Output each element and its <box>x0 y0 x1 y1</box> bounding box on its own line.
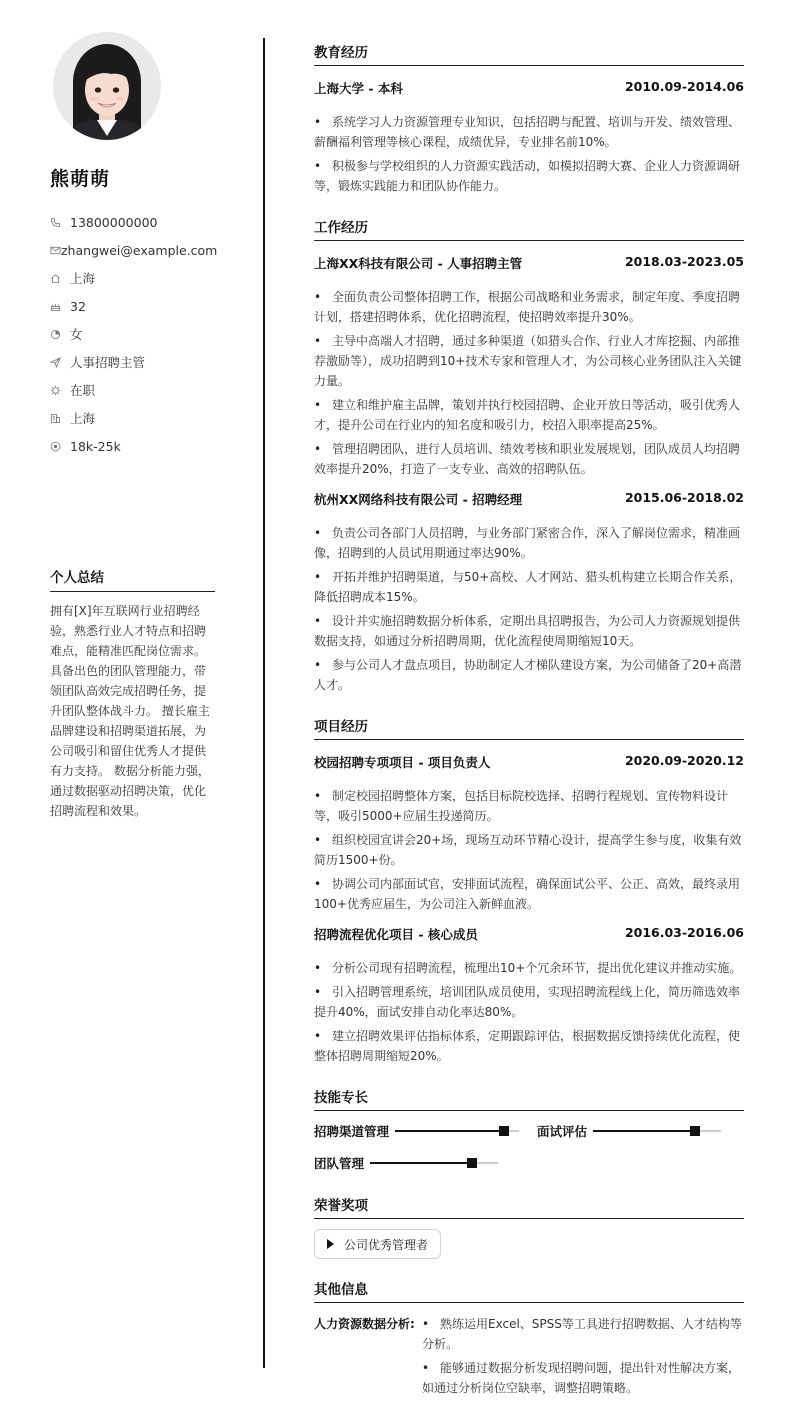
skill-bar-fill <box>395 1130 504 1132</box>
contact-salary <box>50 432 215 460</box>
work-entry <box>314 254 744 483</box>
skill-bar <box>370 1162 498 1164</box>
skill-bar-knob <box>690 1126 700 1136</box>
contact-text: 13800000000 <box>70 214 158 230</box>
contact-list <box>50 208 218 460</box>
entry-title: 上海大学 - 本科 <box>314 81 403 96</box>
contact-text: 18k-25k <box>70 438 121 454</box>
contact-text: 上海 <box>70 271 96 286</box>
skill-item <box>314 1156 744 1170</box>
contact-status <box>50 376 215 404</box>
awards-section <box>314 1194 744 1219</box>
entry-title: 校园招聘专项项目 - 项目负责人 <box>314 755 491 770</box>
bullet-item: • 设计并实施招聘数据分析体系，定期出具招聘报告，为公司人力资源规划提供数据支持，如通过分析招聘周期，优化流程使周期缩短10天。 <box>314 611 744 651</box>
bullet-item: • 引入招聘管理系统，培训团队成员使用，实现招聘流程线上化，简历筛选效率提升40%，面试安排自动化率达80%。 <box>314 982 744 1022</box>
sidebar <box>50 32 218 460</box>
bullet-item: • 负责公司各部门人员招聘，与业务部门紧密合作，深入了解岗位需求，精准画像，招聘到的人员试用期通过率达90%。 <box>314 523 744 563</box>
entry-header <box>314 490 744 508</box>
skill-bar-fill <box>593 1130 695 1132</box>
gender-icon <box>50 329 70 340</box>
contact-text: 人事招聘主管 <box>70 355 146 370</box>
bullet-item: • 全面负责公司整体招聘工作，根据公司战略和业务需求，制定年度、季度招聘计划，搭建招聘体系，优化招聘流程，使招聘效率提升30%。 <box>314 287 744 327</box>
bullet-list <box>314 287 744 479</box>
entry-title: 上海XX科技有限公司 - 人事招聘主管 <box>314 256 523 271</box>
bullet-item: • 管理招聘团队，进行人员培训、绩效考核和职业发展规划，团队成员人均招聘效率提升20%，打造了一支专业、高效的招聘队伍。 <box>314 439 744 479</box>
contact-gender <box>50 320 215 348</box>
bullet-item: • 协调公司内部面试官，安排面试流程，确保面试公平、公正、高效，最终录用100+优秀应届生，为公司注入新鲜血液。 <box>314 874 744 914</box>
bullet-item: • 开拓并维护招聘渠道，与50+高校、人才网站、猎头机构建立长期合作关系，降低招聘成本15%。 <box>314 567 744 607</box>
summary-text: 拥有[X]年互联网行业招聘经验，熟悉行业人才特点和招聘难点，能精准匹配岗位需求。具备出色的团队管理能力，带领团队高效完成招聘任务，提升团队整体战斗力。 擅长雇主品牌建设和招聘渠道拓展，为公司吸引和留住优秀人才提供有力支持。 数据分析能力强，通过数据驱动招聘决策，优化招聘流程和效果。 <box>50 604 210 818</box>
bullet-item: • 能够通过数据分析发现招聘问题，提出针对性解决方案，如通过分析岗位空缺率，调整招聘策略。 <box>422 1358 744 1398</box>
avatar <box>53 32 161 140</box>
bullet-item: • 系统学习人力资源管理专业知识，包括招聘与配置、培训与开发、绩效管理、薪酬福利管理等核心课程，成绩优异，专业排名前10%。 <box>314 112 744 152</box>
phone-icon <box>50 217 70 228</box>
contact-text: 上海 <box>70 411 96 426</box>
status-icon <box>50 385 70 396</box>
contact-text: 女 <box>70 327 83 342</box>
building-icon <box>50 413 70 424</box>
section-heading: 其他信息 <box>314 1278 744 1303</box>
entry-title: 杭州XX网络科技有限公司 - 招聘经理 <box>314 492 523 507</box>
skills-section <box>314 1086 744 1111</box>
home-icon <box>50 273 70 284</box>
salary-icon <box>50 441 70 452</box>
entry-header <box>314 79 744 97</box>
bullet-item: • 分析公司现有招聘流程，梳理出10+个冗余环节，提出优化建议并推动实施。 <box>314 958 744 978</box>
contact-text: 在职 <box>70 383 96 398</box>
mail-icon <box>50 245 61 256</box>
award-chip[interactable] <box>314 1229 441 1259</box>
other-bullets <box>422 1314 744 1402</box>
skills-row <box>314 1156 744 1170</box>
summary-heading: 个人总结 <box>50 566 215 592</box>
bullet-item: • 建立和维护雇主品牌，策划并执行校园招聘、企业开放日等活动，吸引优秀人才，提升公司在行业内的知名度和吸引力，校招入职率提高25%。 <box>314 395 744 435</box>
bullet-list <box>314 112 744 196</box>
skill-label: 团队管理 <box>314 1156 365 1171</box>
awards-list <box>314 1229 744 1259</box>
projects-section <box>314 715 744 740</box>
bullet-list <box>314 958 744 1066</box>
entry-date: 2015.06-2018.02 <box>624 490 744 505</box>
skill-item <box>314 1124 744 1138</box>
column-divider <box>263 38 265 1368</box>
bullet-list <box>314 786 744 914</box>
contact-text: 32 <box>70 298 86 314</box>
skill-bar-knob <box>467 1158 477 1168</box>
skills-row <box>314 1124 744 1138</box>
entry-header <box>314 254 744 272</box>
project-entry <box>314 753 744 918</box>
section-heading: 项目经历 <box>314 715 744 740</box>
entry-date: 2010.09-2014.06 <box>624 79 744 94</box>
contact-phone <box>50 208 215 236</box>
bullet-item: • 制定校园招聘整体方案，包括目标院校选择、招聘行程规划、宣传物料设计等，吸引5000+应届生投递简历。 <box>314 786 744 826</box>
skill-bar <box>395 1130 519 1132</box>
bullet-item: • 主导中高端人才招聘，通过多种渠道（如猎头合作、行业人才库挖掘、内部推荐激励等），成功招聘到10+技术专家和管理人才，为公司核心业务团队注入关键力量。 <box>314 331 744 391</box>
bullet-item: • 参与公司人才盘点项目，协助制定人才梯队建设方案，为公司储备了20+高潜人才。 <box>314 655 744 695</box>
bullet-item: • 建立招聘效果评估指标体系，定期跟踪评估，根据数据反馈持续优化流程，使整体招聘周期缩短20%。 <box>314 1026 744 1066</box>
entry-date: 2020.09-2020.12 <box>624 753 744 768</box>
contact-email <box>50 236 218 264</box>
project-entry <box>314 925 744 1070</box>
bullet-item: • 熟练运用Excel、SPSS等工具进行招聘数据、人才结构等分析。 <box>422 1314 744 1354</box>
contact-location <box>50 264 215 292</box>
entry-header <box>314 925 744 943</box>
entry-date: 2016.03-2016.06 <box>624 925 744 940</box>
section-heading: 荣誉奖项 <box>314 1194 744 1219</box>
play-triangle-icon <box>327 1239 334 1249</box>
skill-bar-knob <box>499 1126 509 1136</box>
section-heading: 工作经历 <box>314 216 744 241</box>
candidate-name: 熊萌萌 <box>50 168 111 190</box>
contact-position <box>50 348 215 376</box>
skill-bar-fill <box>370 1162 472 1164</box>
skill-bar <box>593 1130 721 1132</box>
contact-text: zhangwei@example.com <box>61 242 218 258</box>
award-label: 公司优秀管理者 <box>344 1237 429 1252</box>
entry-header <box>314 753 744 771</box>
entry-date: 2018.03-2023.05 <box>624 254 744 269</box>
work-entry <box>314 490 744 699</box>
education-section <box>314 41 744 66</box>
bullet-list <box>422 1314 744 1398</box>
contact-age <box>50 292 215 320</box>
skill-label: 招聘渠道管理 <box>314 1124 390 1139</box>
education-entry <box>314 79 744 200</box>
skill-label: 面试评估 <box>537 1124 588 1139</box>
send-icon <box>50 357 70 368</box>
cake-icon <box>50 301 70 312</box>
other-label: 人力资源数据分析: <box>314 1317 415 1331</box>
section-heading: 教育经历 <box>314 41 744 66</box>
work-section <box>314 216 744 241</box>
section-heading: 技能专长 <box>314 1086 744 1111</box>
other-section <box>314 1278 744 1303</box>
bullet-item: • 积极参与学校组织的人力资源实践活动，如模拟招聘大赛、企业人力资源调研等，锻炼实践能力和团队协作能力。 <box>314 156 744 196</box>
bullet-item: • 组织校园宣讲会20+场，现场互动环节精心设计，提高学生参与度，收集有效简历1500+份。 <box>314 830 744 870</box>
bullet-list <box>314 523 744 695</box>
contact-city <box>50 404 215 432</box>
entry-title: 招聘流程优化项目 - 核心成员 <box>314 927 478 942</box>
